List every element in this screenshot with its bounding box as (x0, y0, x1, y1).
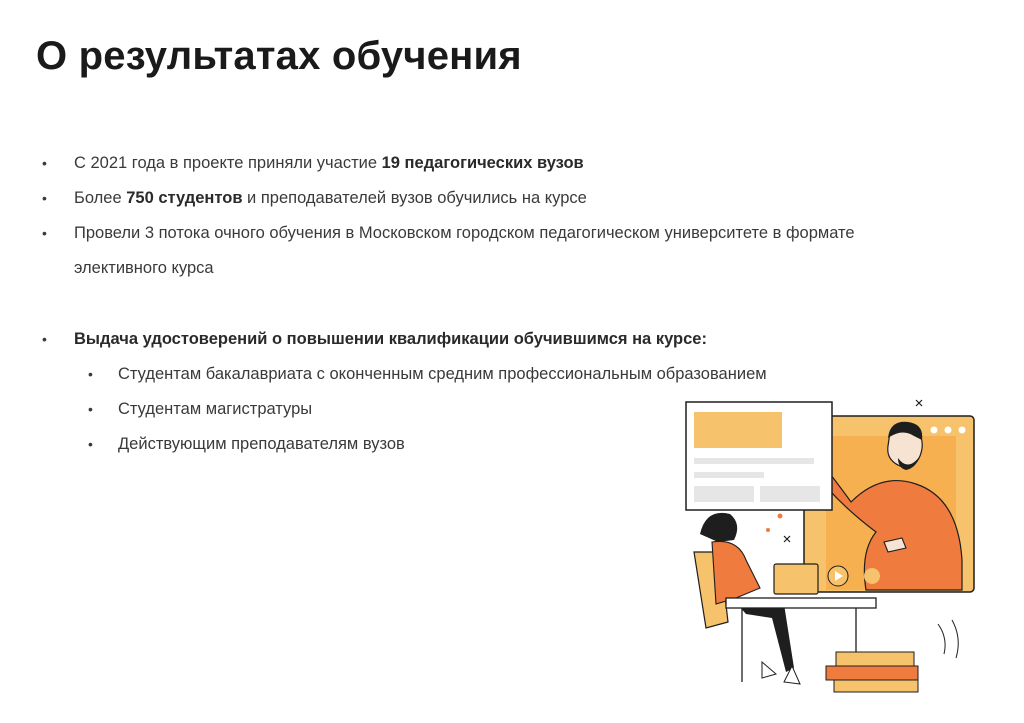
student-legs (732, 598, 794, 672)
bullet-item (40, 216, 940, 286)
window-dot-icon (931, 427, 938, 434)
section-heading-item (40, 322, 940, 357)
window-dot-icon (959, 427, 966, 434)
bullet-bold: 19 педагогических вузов (381, 154, 584, 172)
board-block (760, 486, 820, 502)
bullet-dot: • (42, 331, 47, 347)
sub-bullet-text: Студентам бакалавриата с оконченным средним профессиональным образованием (118, 365, 767, 383)
window-dot-icon (945, 427, 952, 434)
book (836, 652, 914, 666)
board-highlight (694, 412, 782, 448)
bullet-item (40, 146, 940, 181)
sparkle-dot-icon (778, 514, 783, 519)
board-text-line (694, 458, 814, 464)
student-hair (700, 513, 737, 542)
sub-bullet-text: Студентам магистратуры (118, 400, 313, 418)
desk (726, 598, 876, 608)
book (834, 680, 918, 692)
bullet-dot: • (88, 401, 93, 417)
sparkle-dot-icon (766, 528, 770, 532)
bullet-bold: 750 студентов (126, 189, 243, 207)
bullet-dot: • (88, 436, 93, 452)
close-icon (864, 568, 880, 584)
sub-bullet-item (40, 357, 940, 392)
board-block (694, 486, 754, 502)
bullet-dot: • (42, 190, 47, 206)
book (826, 666, 918, 680)
student-body (712, 541, 760, 604)
bullet-item (40, 181, 940, 216)
bullet-dot: • (42, 225, 47, 241)
spacer (40, 286, 940, 322)
section-heading: Выдача удостоверений о повышении квалификации обучившимся на курсе: (74, 330, 707, 348)
sparkle-icon (916, 400, 922, 406)
bullet-text: Более (74, 189, 127, 207)
bullet-text: С 2021 года в проекте приняли участие (74, 154, 382, 172)
online-teaching-illustration (676, 392, 986, 697)
sound-lines (938, 620, 958, 658)
laptop (774, 564, 818, 594)
bullet-text: Провели 3 потока очного обучения в Московском городском педагогическом университете в формате (74, 224, 855, 242)
board-text-line (694, 472, 764, 478)
bullet-dot: • (88, 366, 93, 382)
bullet-text: и преподавателей вузов обучились на курсе (242, 189, 587, 207)
bullet-text-continued: элективного курса (74, 259, 214, 277)
slide-title: О результатах обучения (36, 34, 522, 78)
bullet-dot: • (42, 155, 47, 171)
student-shoe (762, 662, 776, 678)
sub-bullet-text: Действующим преподавателям вузов (118, 435, 405, 453)
sparkle-icon (784, 536, 790, 542)
